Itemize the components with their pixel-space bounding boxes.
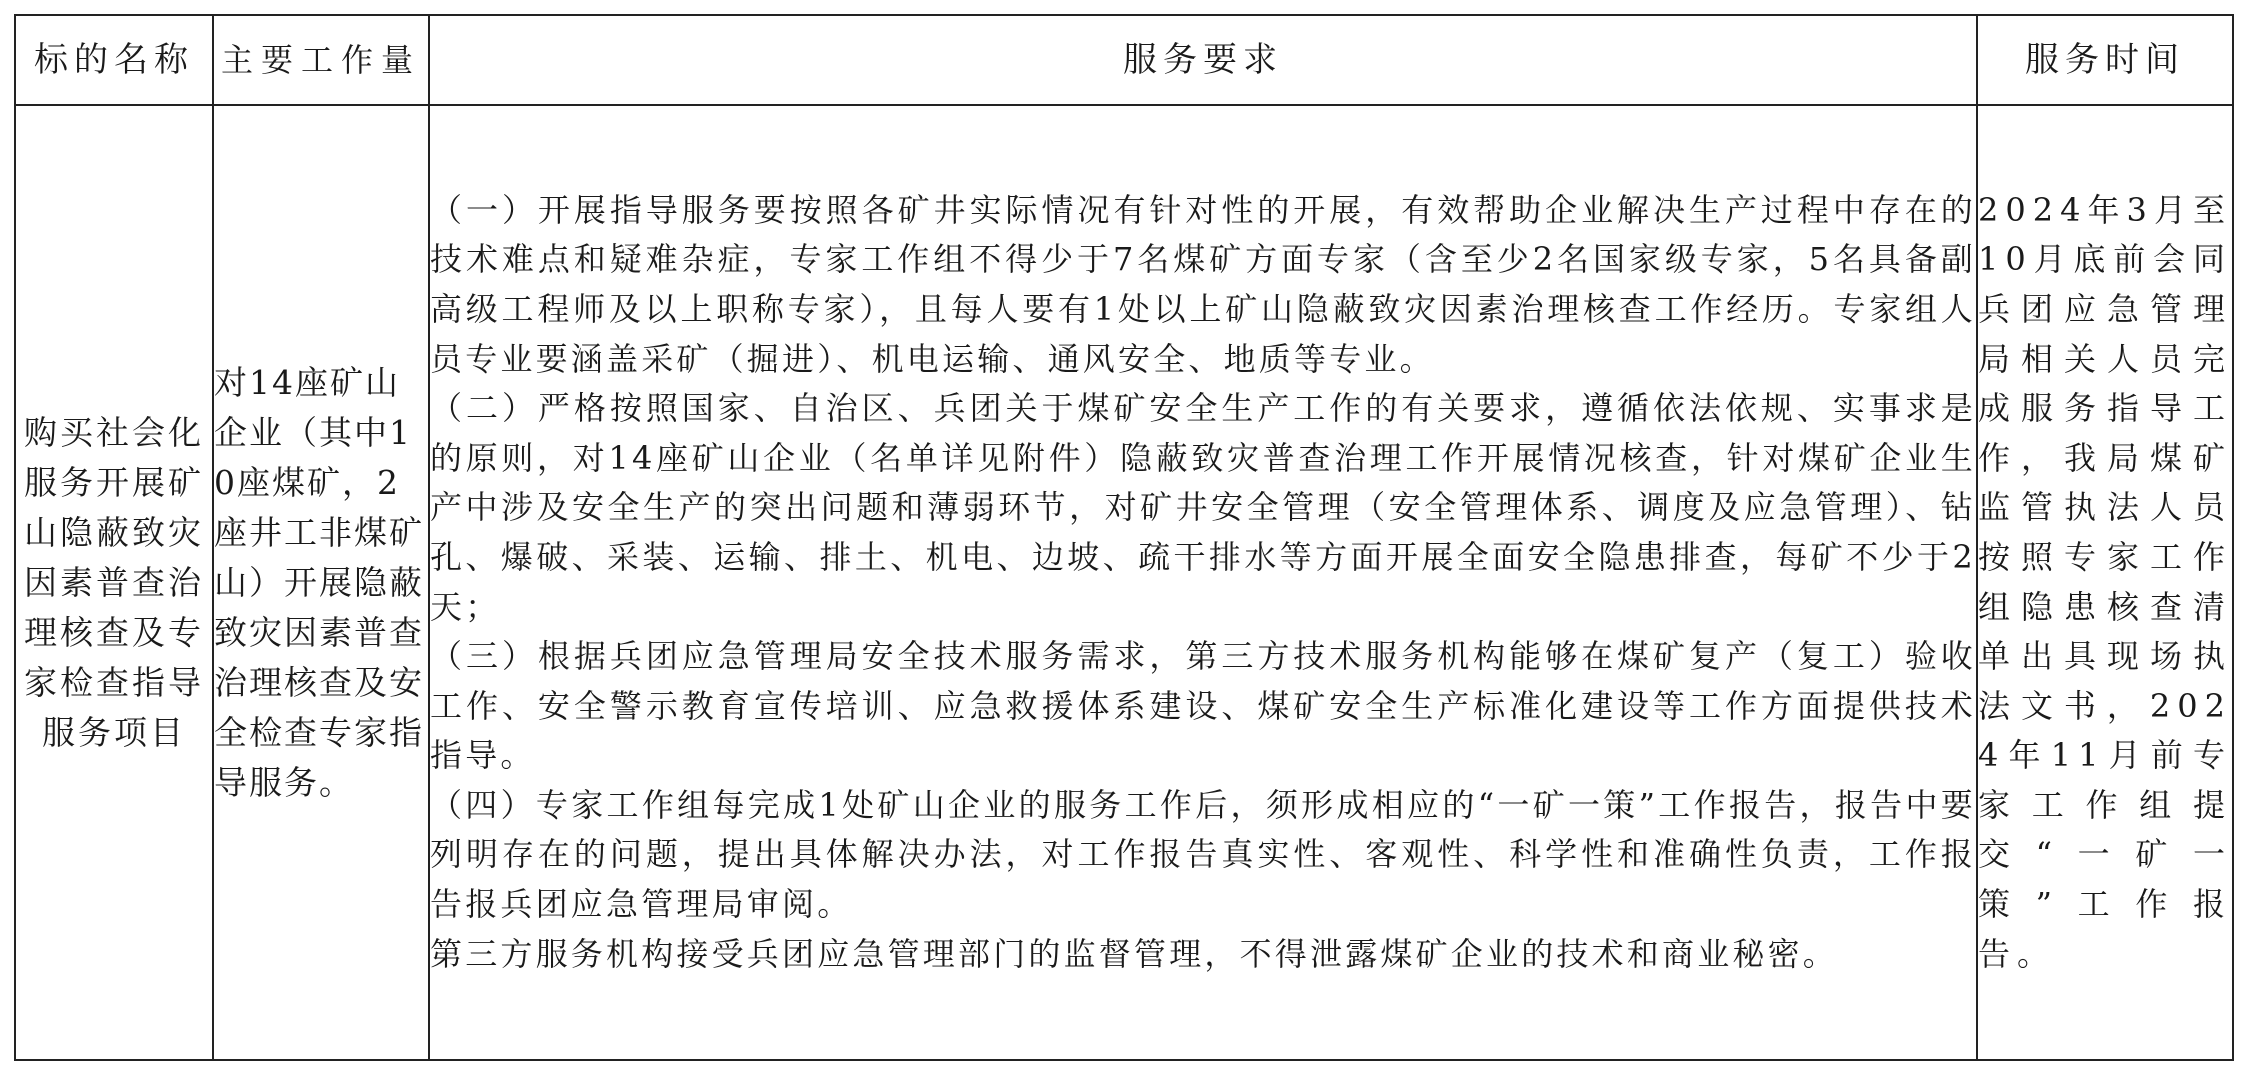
header-name: 标的名称 bbox=[15, 15, 213, 105]
header-workload: 主要工作量 bbox=[213, 15, 429, 105]
requirement-paragraph-1: （一）开展指导服务要按照各矿井实际情况有针对性的开展，有效帮助企业解决生产过程中存在的技术难点和疑难杂症，专家工作组不得少于7名煤矿方面专家（含至少2名国家级专家，5名具备副高级工程师及以上职称专家），且每人要有1处以上矿山隐蔽致灾因素治理核查工作经历。专家组人员专业要涵盖采矿（掘进）、机电运输、通风安全、地质等专业。 bbox=[430, 190, 1976, 378]
requirement-paragraph-3: （三）根据兵团应急管理局安全技术服务需求，第三方技术服务机构能够在煤矿复产（复工）验收工作、安全警示教育宣传培训、应急救援体系建设、煤矿安全生产标准化建设等工作方面提供技术指导。 bbox=[430, 637, 1976, 775]
requirement-paragraph-5: 第三方服务机构接受兵团应急管理部门的监督管理，不得泄露煤矿企业的技术和商业秘密。 bbox=[430, 934, 1839, 973]
cell-workload: 对14座矿山企业（其中10座煤矿，2座井工非煤矿山）开展隐蔽致灾因素普查治理核查及安全检查专家指导服务。 bbox=[213, 105, 429, 1060]
cell-project-name: 购买社会化服务开展矿山隐蔽致灾因素普查治理核查及专家检查指导服务项目 bbox=[15, 105, 213, 1060]
header-time: 服务时间 bbox=[1977, 15, 2233, 105]
header-requirements: 服务要求 bbox=[429, 15, 1977, 105]
cell-requirements bbox=[429, 105, 1977, 1060]
table-row bbox=[15, 105, 2233, 1060]
requirement-paragraph-4: （四）专家工作组每完成1处矿山企业的服务工作后，须形成相应的“一矿一策”工作报告，报告中要列明存在的问题，提出具体解决办法，对工作报告真实性、客观性、科学性和准确性负责，工作报告报兵团应急管理局审阅。 bbox=[430, 785, 1976, 924]
requirement-paragraph-2: （二）严格按照国家、自治区、兵团关于煤矿安全生产工作的有关要求，遵循依法依规、实事求是的原则，对14座矿山企业（名单详见附件）隐蔽致灾普查治理工作开展情况核查，针对煤矿企业生产中涉及安全生产的突出问题和薄弱环节，对矿井安全管理（安全管理体系、调度及应急管理）、钻孔、爆破、采装、运输、排土、机电、边坡、疏干排水等方面开展全面安全隐患排查，每矿不少于2天； bbox=[430, 389, 1976, 626]
table-header-row bbox=[15, 15, 2233, 105]
service-table bbox=[14, 14, 2234, 1061]
cell-service-time: 2024年3月至10月底前会同兵团应急管理局相关人员完成服务指导工作，我局煤矿监管执法人员按照专家工作组隐患核查清单出具现场执法文书，2024年11月前专家工作组提交“一矿一策”工作报告。 bbox=[1977, 105, 2233, 1060]
